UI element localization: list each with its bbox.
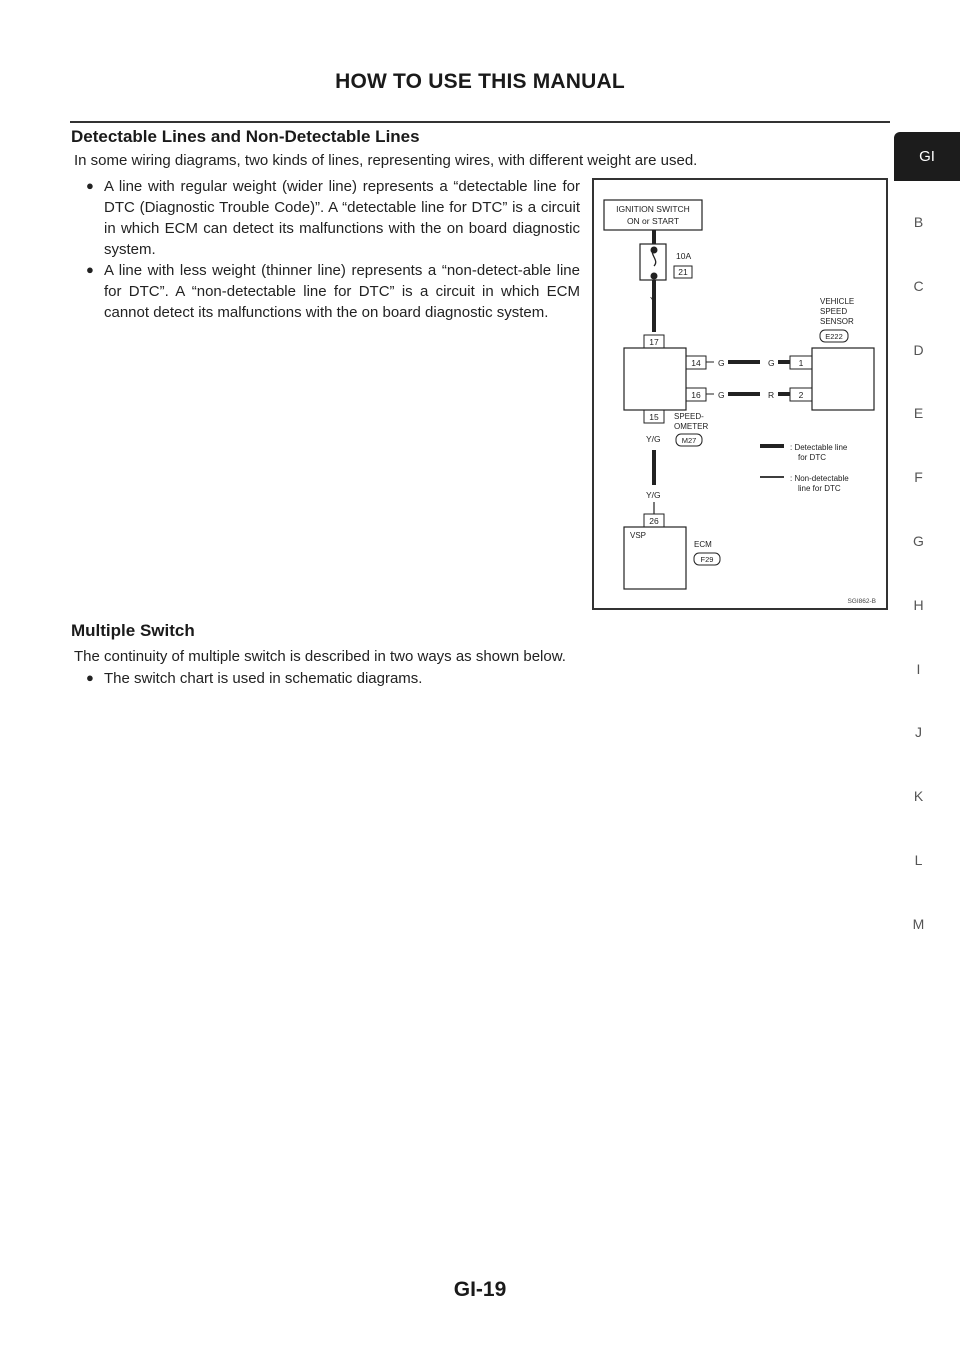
wiring-diagram: [592, 178, 888, 610]
vss-label-2: SPEED: [820, 307, 848, 316]
title-rule: [70, 121, 890, 123]
section-intro: In some wiring diagrams, two kinds of lines, representing wires, with different weight are used.: [74, 152, 698, 169]
speedometer-connector: M27: [681, 436, 697, 445]
wiring-diagram-svg: [594, 180, 886, 608]
ignition-switch-label-1: IGNITION SWITCH: [616, 204, 690, 214]
bullet-nondetectable-line: A line with less weight (thinner line) represents a “non-detect-able line for DTC”. A “non-detectable line for DTC” is a circuit in which ECM cannot detect its malfunctions with the on board diagnostic system.: [104, 262, 580, 321]
terminal-17: 17: [649, 337, 659, 347]
terminal-14: 14: [691, 358, 701, 368]
terminal-16: 16: [691, 390, 701, 400]
terminal-26: 26: [649, 516, 659, 526]
side-index-letter-j[interactable]: J: [915, 724, 922, 740]
section2-intro: The continuity of multiple switch is described in two ways as shown below.: [74, 648, 566, 665]
fuse-terminal-top: [651, 247, 657, 253]
section-heading-detectable-lines: Detectable Lines and Non-Detectable Lines: [71, 127, 420, 146]
vehicle-speed-sensor-box: [812, 348, 874, 410]
side-index-letter-d[interactable]: D: [913, 342, 924, 358]
side-index-letter-h[interactable]: H: [913, 597, 924, 613]
ecm-vsp-label: VSP: [630, 531, 647, 540]
fuse-number: 21: [678, 267, 688, 277]
wire-color-g-left-bottom: G: [718, 390, 725, 400]
side-index-letter-f[interactable]: F: [914, 469, 923, 485]
bullet-marker: ●: [86, 178, 94, 193]
ecm-connector: F29: [700, 555, 714, 564]
wire-color-g-right: G: [768, 358, 775, 368]
speedometer-label-2: OMETER: [674, 422, 709, 431]
section-heading-multiple-switch: Multiple Switch: [71, 621, 195, 640]
side-index-letter-b[interactable]: B: [913, 214, 924, 230]
page-number: GI-19: [453, 1278, 507, 1301]
wire-color-r: R: [768, 390, 775, 400]
page-title: HOW TO USE THIS MANUAL: [335, 70, 625, 93]
side-index-active-tab[interactable]: GI: [894, 132, 960, 181]
side-index-letter-k[interactable]: K: [913, 788, 924, 804]
side-index-letter-g[interactable]: G: [913, 533, 924, 549]
side-index-letter-c[interactable]: C: [913, 278, 924, 294]
legend-detectable-2: for DTC: [798, 453, 826, 462]
side-index-letter-i[interactable]: I: [916, 661, 921, 677]
bullet-detectable-line: A line with regular weight (wider line) represents a “detectable line for DTC (Diagnostic Trouble Code)”. A “detectable line for DTC” is a circuit in which ECM can detect its malfunctions with the on board diagnostic system.: [104, 178, 580, 258]
legend-nondetectable-1: : Non-detectable: [790, 474, 849, 483]
wire-color-g-left-top: G: [718, 358, 725, 368]
bullet-marker: ●: [86, 670, 94, 685]
terminal-1: 1: [798, 358, 804, 368]
terminal-2: 2: [798, 390, 804, 400]
side-index-letter-l[interactable]: L: [914, 852, 923, 868]
vss-connector: E222: [825, 332, 843, 341]
terminal-15: 15: [649, 412, 659, 422]
bullet-marker: ●: [86, 262, 94, 277]
side-index-letter-e[interactable]: E: [913, 405, 924, 421]
legend-nondetectable-2: line for DTC: [798, 484, 841, 493]
bullet-switch-chart: The switch chart is used in schematic diagrams.: [104, 670, 423, 687]
legend-detectable-1: : Detectable line: [790, 443, 848, 452]
ignition-switch-label-2: ON or START: [626, 216, 680, 226]
wire-color-y: Y: [650, 295, 656, 305]
speedometer-box: [624, 348, 686, 410]
vss-label-1: VEHICLE: [820, 297, 855, 306]
speedometer-label-1: SPEED-: [674, 412, 704, 421]
vss-label-3: SENSOR: [820, 317, 854, 326]
ecm-label: ECM: [694, 540, 712, 549]
figure-id: SGI862-B: [847, 598, 876, 605]
wire-color-yg-top: Y/G: [646, 434, 661, 444]
wire-color-yg-bottom: Y/G: [646, 490, 661, 500]
fuse-terminal-bottom: [651, 273, 657, 279]
fuse-amp-label: 10A: [676, 251, 692, 261]
side-index-letter-m[interactable]: M: [912, 916, 925, 932]
